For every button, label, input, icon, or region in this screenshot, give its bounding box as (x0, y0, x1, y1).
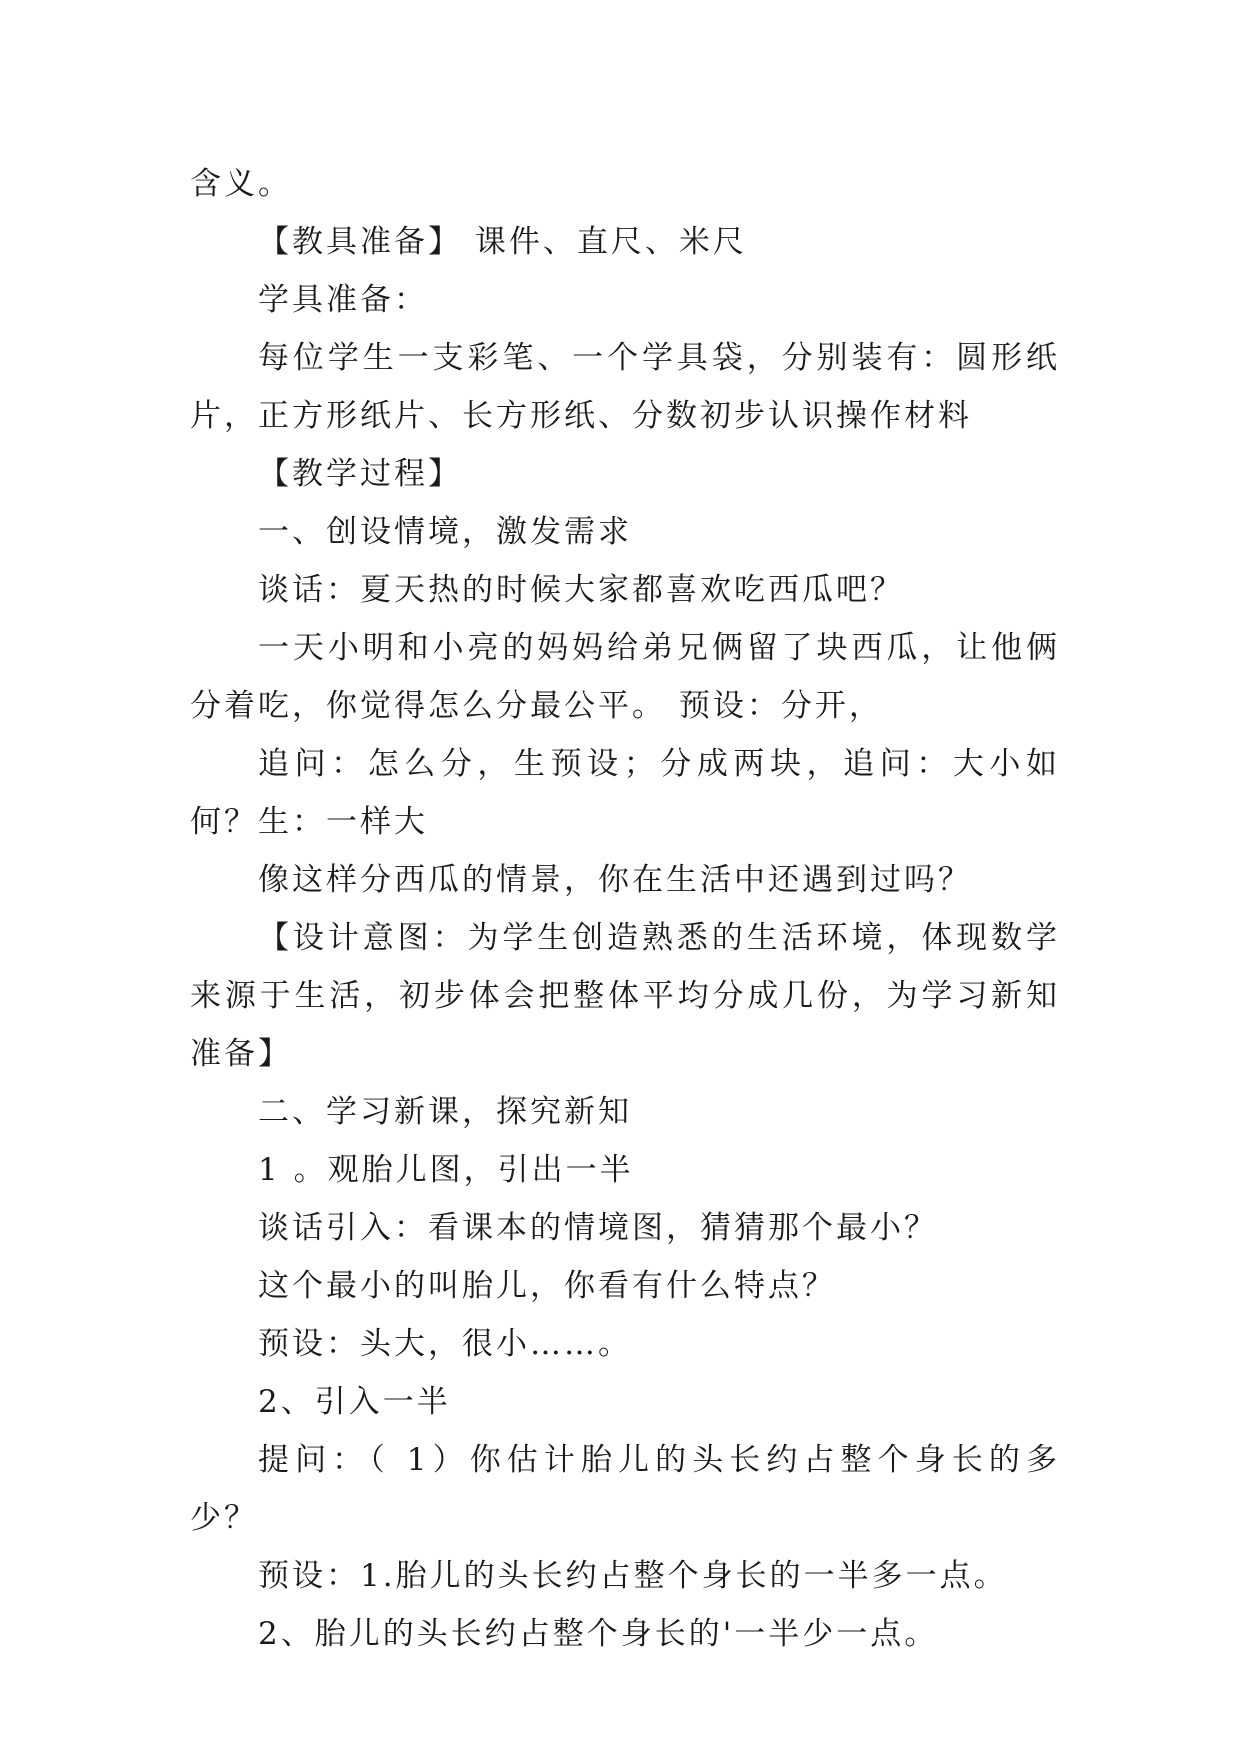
paragraph-talk-intro: 谈话引入：看课本的情境图，猜猜那个最小？ (258, 1210, 938, 1246)
section-heading-teaching-process: 【教学过程】 (258, 456, 462, 492)
paragraph-teaching-aids: 【教具准备】 课件、直尺、米尺 (258, 224, 747, 260)
subheading-introduce-half: 2、引入一半 (258, 1384, 451, 1420)
subheading-fetus-picture: 1 。观胎儿图，引出一半 (258, 1152, 634, 1188)
paragraph-preset-answer: 预设：头大，很小……。 (258, 1326, 632, 1362)
paragraph-story: 一天小明和小亮的妈妈给弟兄俩留了块西瓜，让他俩分着吃，你觉得怎么分最公平。 预设：分开， (190, 630, 1060, 724)
paragraph-preset-one: 预设：1.胎儿的头长约占整个身长的一半多一点。 (258, 1558, 1008, 1594)
paragraph-follow-up-question: 追问：怎么分，生预设；分成两块，追问：大小如何？生：一样大 (190, 746, 1060, 840)
paragraph-design-intent: 【设计意图：为学生创造熟悉的生活环境，体现数学来源于生活，初步体会把整体平均分成几份，为学习新知准备】 (190, 920, 1060, 1072)
paragraph-student-materials: 每位学生一支彩笔、一个学具袋，分别装有：圆形纸片，正方形纸片、长方形纸、分数初步认识操作材料 (190, 340, 1060, 434)
paragraph-continuation: 含义。 (190, 166, 292, 202)
section-heading-step-one: 一、创设情境，激发需求 (258, 514, 632, 550)
section-heading-step-two: 二、学习新课，探究新知 (258, 1094, 632, 1130)
paragraph-talk-watermelon: 谈话：夏天热的时候大家都喜欢吃西瓜吧？ (258, 572, 904, 608)
document-body (190, 155, 1060, 1663)
paragraph-fetus-feature: 这个最小的叫胎儿，你看有什么特点？ (258, 1268, 836, 1304)
paragraph-question-estimate: 提问：（ 1）你估计胎儿的头长约占整个身长的多少？ (190, 1442, 1060, 1536)
paragraph-life-question: 像这样分西瓜的情景，你在生活中还遇到过吗？ (258, 862, 972, 898)
paragraph-student-materials-heading: 学具准备： (258, 282, 428, 318)
paragraph-preset-two: 2、胎儿的头长约占整个身长的'一半少一点。 (258, 1616, 939, 1652)
